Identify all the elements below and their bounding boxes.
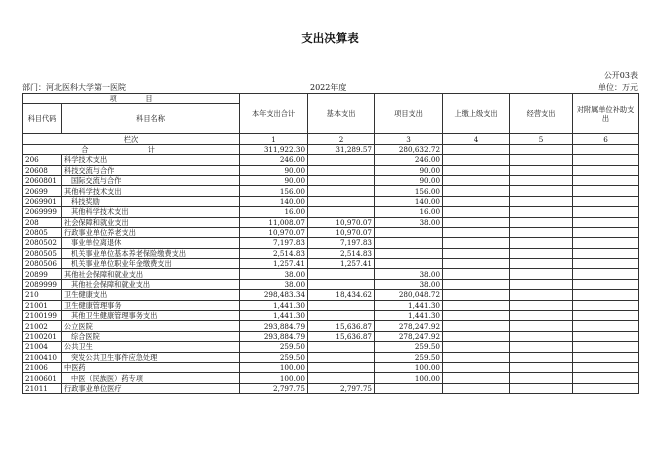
- row-value: [308, 279, 375, 289]
- row-value: [510, 321, 573, 331]
- row-value: [573, 352, 639, 362]
- row-code: 2100201: [23, 331, 62, 341]
- row-value: [510, 342, 573, 352]
- form-number: 公开03表: [603, 71, 638, 80]
- row-value: 298,483.34: [240, 290, 308, 300]
- row-name: 公共卫生: [62, 342, 240, 352]
- row-name: 卫生健康管理事务: [62, 300, 240, 310]
- row-value: [443, 175, 510, 185]
- row-value: [443, 155, 510, 165]
- row-value: [573, 342, 639, 352]
- row-value: 1,441.30: [240, 311, 308, 321]
- row-value: [375, 227, 443, 237]
- row-value: 1,257.41: [308, 259, 375, 269]
- col-header-subsidy: 对附属单位补助支出: [573, 94, 639, 134]
- row-value: [443, 290, 510, 300]
- col-header-operating: 经营支出: [510, 94, 573, 134]
- total-row: [23, 144, 639, 154]
- row-code: 2089999: [23, 279, 62, 289]
- table-row: [23, 342, 639, 352]
- row-name: 科技交流与合作: [62, 165, 240, 175]
- row-value: [573, 165, 639, 175]
- row-value: [308, 155, 375, 165]
- row-name: 国际交流与合作: [62, 175, 240, 185]
- row-name: 公立医院: [62, 321, 240, 331]
- row-value: [510, 362, 573, 372]
- row-name: 事业单位离退休: [62, 238, 240, 248]
- row-value: [308, 362, 375, 372]
- row-value: 16.00: [375, 207, 443, 217]
- row-value: 100.00: [375, 362, 443, 372]
- row-value: [573, 155, 639, 165]
- row-value: [375, 383, 443, 393]
- row-name: 科学技术支出: [62, 155, 240, 165]
- row-value: [510, 227, 573, 237]
- row-name: 其他科学技术支出: [62, 207, 240, 217]
- table-row: [23, 321, 639, 331]
- row-code: 2080502: [23, 238, 62, 248]
- row-value: [443, 186, 510, 196]
- row-value: 1,441.30: [375, 300, 443, 310]
- row-value: 38.00: [240, 279, 308, 289]
- row-value: 1,441.30: [240, 300, 308, 310]
- row-value: [573, 248, 639, 258]
- row-value: [510, 196, 573, 206]
- row-value: [573, 259, 639, 269]
- table-row: [23, 186, 639, 196]
- row-name: 其他社会保障和就业支出: [62, 269, 240, 279]
- row-value: [573, 331, 639, 341]
- row-value: 2,797.75: [240, 383, 308, 393]
- row-name: 其他科学技术支出: [62, 186, 240, 196]
- row-value: [375, 238, 443, 248]
- row-value: [510, 186, 573, 196]
- row-code: 2069999: [23, 207, 62, 217]
- unit-label: 单位：万元: [598, 83, 638, 92]
- row-value: [510, 279, 573, 289]
- table-row: [23, 259, 639, 269]
- table-row: [23, 352, 639, 362]
- row-value: [308, 352, 375, 362]
- col-header-project: 项目支出: [375, 94, 443, 134]
- row-value: [573, 321, 639, 331]
- row-value: 7,197.83: [240, 238, 308, 248]
- row-value: [573, 238, 639, 248]
- row-value: 38.00: [240, 269, 308, 279]
- row-code: 2100601: [23, 373, 62, 383]
- table-row: [23, 248, 639, 258]
- row-code: 21004: [23, 342, 62, 352]
- row-value: [573, 362, 639, 372]
- table-row: [23, 207, 639, 217]
- row-value: 140.00: [375, 196, 443, 206]
- row-value: 10,970.07: [308, 227, 375, 237]
- row-code: 20608: [23, 165, 62, 175]
- row-value: [510, 269, 573, 279]
- department-label: 部门：河北医科大学第一医院: [22, 83, 126, 92]
- row-value: 259.50: [240, 342, 308, 352]
- row-value: 1,441.30: [375, 311, 443, 321]
- table-row: [23, 311, 639, 321]
- row-value: [308, 165, 375, 175]
- row-code: 20699: [23, 186, 62, 196]
- table-row: [23, 331, 639, 341]
- total-value: [443, 144, 510, 154]
- row-value: [573, 207, 639, 217]
- row-value: [308, 207, 375, 217]
- row-value: 2,514.83: [308, 248, 375, 258]
- row-value: [573, 300, 639, 310]
- row-value: [510, 248, 573, 258]
- col-index-5: 5: [510, 134, 573, 144]
- row-value: 259.50: [240, 352, 308, 362]
- table-row: [23, 362, 639, 372]
- row-value: 1,257.41: [240, 259, 308, 269]
- row-name: 中医（民族医）药专项: [62, 373, 240, 383]
- row-name: 综合医院: [62, 331, 240, 341]
- page-title: 支出决算表: [301, 31, 359, 45]
- row-value: [573, 175, 639, 185]
- row-value: 156.00: [375, 186, 443, 196]
- row-name: 行政事业单位养老支出: [62, 227, 240, 237]
- row-value: 90.00: [240, 165, 308, 175]
- row-value: [573, 311, 639, 321]
- row-value: [375, 259, 443, 269]
- row-value: [510, 155, 573, 165]
- table-body: [23, 144, 639, 393]
- row-value: [510, 207, 573, 217]
- row-name: 突发公共卫生事件应急处理: [62, 352, 240, 362]
- row-name: 科技奖励: [62, 196, 240, 206]
- row-value: [308, 186, 375, 196]
- total-value: 311,922.30: [240, 144, 308, 154]
- table-row: [23, 290, 639, 300]
- row-value: 156.00: [240, 186, 308, 196]
- row-value: 90.00: [240, 175, 308, 185]
- row-value: [443, 300, 510, 310]
- row-value: 38.00: [375, 217, 443, 227]
- row-name: 机关事业单位基本养老保险缴费支出: [62, 248, 240, 258]
- row-code: 2100199: [23, 311, 62, 321]
- row-value: 246.00: [240, 155, 308, 165]
- row-value: [443, 362, 510, 372]
- row-value: [510, 238, 573, 248]
- total-value: 280,632.72: [375, 144, 443, 154]
- col-index-2: 2: [308, 134, 375, 144]
- row-value: 18,434.62: [308, 290, 375, 300]
- row-value: [443, 207, 510, 217]
- row-value: 7,197.83: [308, 238, 375, 248]
- row-code: 2080506: [23, 259, 62, 269]
- row-value: 2,514.83: [240, 248, 308, 258]
- table-row: [23, 165, 639, 175]
- table-row: [23, 175, 639, 185]
- row-code: 2100410: [23, 352, 62, 362]
- row-code: 20899: [23, 269, 62, 279]
- col-index-3: 3: [375, 134, 443, 144]
- row-value: [510, 300, 573, 310]
- col-header-total: 本年支出合计: [240, 94, 308, 134]
- row-value: [573, 290, 639, 300]
- row-value: 11,008.07: [240, 217, 308, 227]
- row-value: [573, 196, 639, 206]
- row-code: 21001: [23, 300, 62, 310]
- row-value: [510, 290, 573, 300]
- row-value: 293,884.79: [240, 331, 308, 341]
- row-value: [443, 321, 510, 331]
- row-value: [573, 217, 639, 227]
- row-value: 90.00: [375, 175, 443, 185]
- item-group-header: 项 目: [23, 94, 240, 104]
- row-value: [443, 259, 510, 269]
- row-value: [573, 227, 639, 237]
- row-name: 其他社会保障和就业支出: [62, 279, 240, 289]
- row-value: [308, 342, 375, 352]
- row-name: 社会保障和就业支出: [62, 217, 240, 227]
- row-value: [573, 383, 639, 393]
- row-value: 278,247.92: [375, 331, 443, 341]
- table-row: [23, 227, 639, 237]
- row-code: 21006: [23, 362, 62, 372]
- row-value: [510, 352, 573, 362]
- row-name: 行政事业单位医疗: [62, 383, 240, 393]
- row-value: 10,970.07: [308, 217, 375, 227]
- row-value: 2,797.75: [308, 383, 375, 393]
- row-value: [510, 175, 573, 185]
- row-value: 100.00: [375, 373, 443, 383]
- row-value: 100.00: [240, 362, 308, 372]
- row-value: 15,636.87: [308, 331, 375, 341]
- row-value: [308, 300, 375, 310]
- row-value: [443, 331, 510, 341]
- row-value: [443, 165, 510, 175]
- row-value: 246.00: [375, 155, 443, 165]
- col-index-label: 栏次: [23, 134, 240, 144]
- row-value: 90.00: [375, 165, 443, 175]
- row-value: [308, 269, 375, 279]
- table-row: [23, 217, 639, 227]
- row-value: 15,636.87: [308, 321, 375, 331]
- row-value: 100.00: [240, 373, 308, 383]
- row-code: 210: [23, 290, 62, 300]
- row-code: 2060801: [23, 175, 62, 185]
- table-row: [23, 383, 639, 393]
- row-value: [443, 269, 510, 279]
- row-value: [443, 217, 510, 227]
- row-value: [573, 269, 639, 279]
- row-value: [443, 196, 510, 206]
- row-name: 卫生健康支出: [62, 290, 240, 300]
- row-name: 机关事业单位职业年金缴费支出: [62, 259, 240, 269]
- total-label: 合 计: [23, 144, 240, 154]
- row-value: 259.50: [375, 342, 443, 352]
- col-header-remit: 上缴上级支出: [443, 94, 510, 134]
- row-value: [443, 248, 510, 258]
- table-row: [23, 373, 639, 383]
- row-value: [443, 238, 510, 248]
- row-code: 2069901: [23, 196, 62, 206]
- row-value: [510, 217, 573, 227]
- row-value: [443, 383, 510, 393]
- row-value: [308, 175, 375, 185]
- table-row: [23, 279, 639, 289]
- row-value: 10,970.07: [240, 227, 308, 237]
- row-value: [308, 311, 375, 321]
- row-value: 280,048.72: [375, 290, 443, 300]
- row-value: 259.50: [375, 352, 443, 362]
- col-index-4: 4: [443, 134, 510, 144]
- table-row: [23, 269, 639, 279]
- row-value: [573, 279, 639, 289]
- row-value: 278,247.92: [375, 321, 443, 331]
- col-header-code: 科目代码: [23, 104, 62, 134]
- fiscal-year: 2022年度: [310, 83, 347, 92]
- row-value: 16.00: [240, 207, 308, 217]
- table-row: [23, 196, 639, 206]
- row-value: [308, 373, 375, 383]
- row-name: 中医药: [62, 362, 240, 372]
- total-value: [573, 144, 639, 154]
- total-value: 31,289.57: [308, 144, 375, 154]
- row-code: 208: [23, 217, 62, 227]
- row-code: 2080505: [23, 248, 62, 258]
- row-value: [510, 311, 573, 321]
- col-index-6: 6: [573, 134, 639, 144]
- row-value: [443, 279, 510, 289]
- row-value: [510, 331, 573, 341]
- row-value: [308, 196, 375, 206]
- row-value: [573, 186, 639, 196]
- row-code: 21011: [23, 383, 62, 393]
- total-value: [510, 144, 573, 154]
- row-value: [443, 352, 510, 362]
- expenditure-table: [22, 93, 639, 394]
- row-code: 206: [23, 155, 62, 165]
- table-row: [23, 300, 639, 310]
- row-value: [443, 342, 510, 352]
- row-value: 38.00: [375, 279, 443, 289]
- col-header-basic: 基本支出: [308, 94, 375, 134]
- row-value: [375, 248, 443, 258]
- row-value: 140.00: [240, 196, 308, 206]
- table-row: [23, 238, 639, 248]
- row-value: [443, 227, 510, 237]
- row-code: 20805: [23, 227, 62, 237]
- row-name: 其他卫生健康管理事务支出: [62, 311, 240, 321]
- row-value: [443, 311, 510, 321]
- row-value: 38.00: [375, 269, 443, 279]
- row-value: [510, 259, 573, 269]
- row-value: [510, 383, 573, 393]
- col-header-name: 科目名称: [62, 104, 240, 134]
- table-row: [23, 155, 639, 165]
- row-value: [510, 165, 573, 175]
- col-index-1: 1: [240, 134, 308, 144]
- row-code: 21002: [23, 321, 62, 331]
- row-value: [443, 373, 510, 383]
- row-value: 293,884.79: [240, 321, 308, 331]
- row-value: [510, 373, 573, 383]
- row-value: [573, 373, 639, 383]
